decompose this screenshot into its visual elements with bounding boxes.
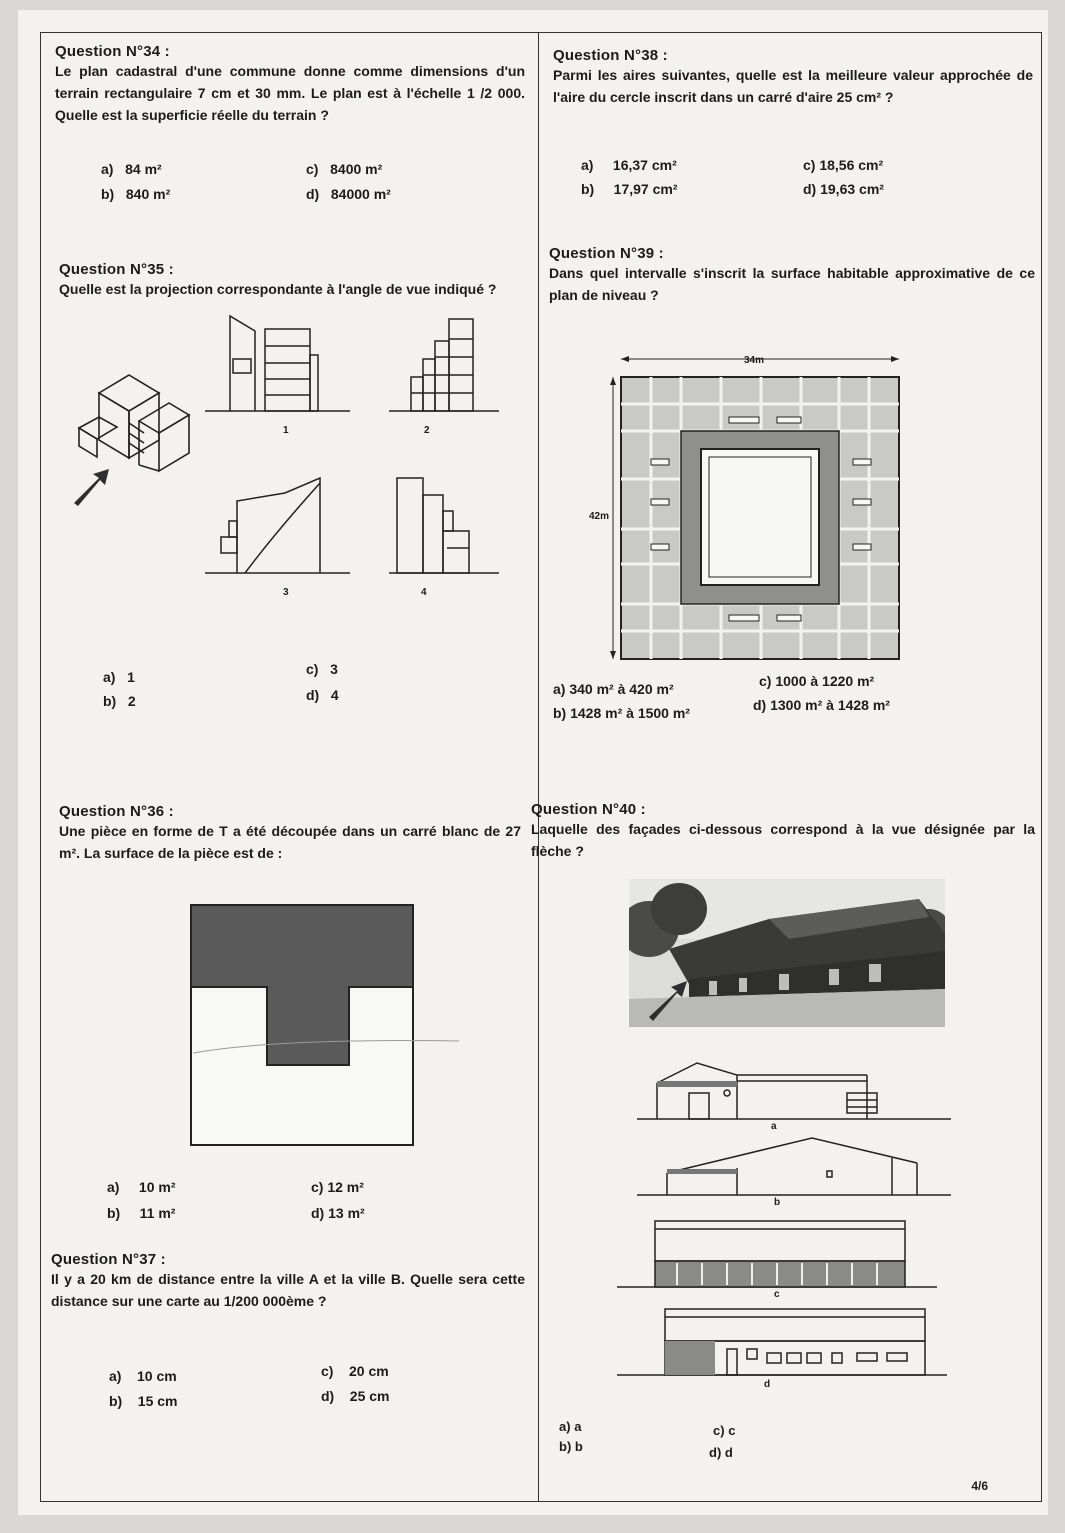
question-title: Question N°37 : (51, 1251, 166, 1268)
facade-a-label: a (771, 1121, 777, 1132)
question-text: Laquelle des façades ci-dessous correspond à la vue désignée par la flèche ? (531, 821, 1035, 859)
question-36 (59, 803, 521, 864)
option-b[interactable]: b) 17,97 cm² (581, 181, 678, 197)
page-frame (40, 32, 1042, 1502)
option-c[interactable]: c) 12 m² (311, 1179, 364, 1195)
facade-a (637, 1053, 951, 1123)
facade-b-label: b (774, 1197, 781, 1208)
option-d[interactable]: d) 4 (306, 687, 339, 703)
page-number: 4/6 (971, 1479, 988, 1493)
option-d[interactable]: d) 13 m² (311, 1205, 365, 1221)
option-b[interactable]: b) 11 m² (107, 1205, 176, 1221)
option-b[interactable]: b) 15 cm (109, 1393, 178, 1409)
question-text: Parmi les aires suivantes, quelle est la meilleure valeur approchée de l'aire du cercle inscrit dans un carré d'aire 25 cm² ? (553, 67, 1033, 105)
option-a[interactable]: a) 84 m² (101, 161, 162, 177)
option-a[interactable]: a) 10 m² (107, 1179, 176, 1195)
projection-1 (205, 311, 350, 421)
option-a[interactable]: a) 340 m² à 420 m² (553, 681, 674, 697)
projection-3 (205, 473, 350, 583)
option-d[interactable]: d) 19,63 cm² (803, 181, 884, 197)
option-c[interactable]: c) 1000 à 1220 m² (759, 673, 875, 689)
column-divider (538, 33, 539, 1501)
option-a[interactable]: a) 10 cm (109, 1368, 177, 1384)
question-34 (55, 43, 525, 126)
option-a[interactable]: a) 16,37 cm² (581, 157, 677, 173)
option-c[interactable]: c) 20 cm (321, 1363, 389, 1379)
facade-d (617, 1301, 947, 1381)
question-40 (531, 801, 1035, 862)
projection-3-label: 3 (283, 587, 289, 598)
question-title: Question N°38 : (553, 47, 668, 64)
view-arrow-icon (74, 469, 109, 506)
option-d[interactable]: d) 84000 m² (306, 186, 391, 202)
option-d[interactable]: d) d (709, 1445, 733, 1460)
question-title: Question N°36 : (59, 803, 174, 820)
t-shape-square-figure (189, 903, 469, 1153)
question-text: Dans quel intervalle s'inscrit la surface habitable approximative de ce plan de niveau ? (549, 265, 1035, 303)
building-photo (629, 879, 945, 1027)
facade-c-label: c (774, 1289, 780, 1300)
question-35 (59, 261, 521, 300)
question-37 (51, 1251, 525, 1312)
projection-1-label: 1 (283, 425, 289, 436)
option-c[interactable]: c) 18,56 cm² (803, 157, 884, 173)
option-a[interactable]: a) a (559, 1419, 582, 1434)
floor-plan-figure (581, 349, 911, 665)
option-a[interactable]: a) 1 (103, 669, 135, 685)
question-38 (553, 47, 1033, 108)
isometric-object-figure (69, 353, 194, 513)
exam-sheet (18, 10, 1048, 1515)
option-c[interactable]: c) 3 (306, 661, 338, 677)
option-b[interactable]: b) 840 m² (101, 186, 171, 202)
option-d[interactable]: d) 1300 m² à 1428 m² (753, 697, 890, 713)
projection-2 (389, 311, 499, 421)
projection-2-label: 2 (424, 425, 430, 436)
facade-d-label: d (764, 1379, 771, 1390)
option-b[interactable]: b) 2 (103, 693, 136, 709)
question-39 (549, 245, 1035, 306)
option-c[interactable]: c) 8400 m² (306, 161, 383, 177)
question-text: Quelle est la projection correspondante à l'angle de vue indiqué ? (59, 281, 497, 297)
width-dimension-label: 34m (744, 355, 765, 366)
question-title: Question N°34 : (55, 43, 170, 60)
question-title: Question N°40 : (531, 801, 646, 818)
height-dimension-label: 42m (589, 511, 610, 522)
option-b[interactable]: b) b (559, 1439, 583, 1454)
question-text: Le plan cadastral d'une commune donne comme dimensions d'un terrain rectangulaire 7 cm et 30 mm. Le plan est à l'échelle 1 /2 000. Quelle est la superficie réelle du terrain ? (55, 63, 525, 123)
projection-4-label: 4 (421, 587, 427, 598)
option-b[interactable]: b) 1428 m² à 1500 m² (553, 705, 690, 721)
question-text: Une pièce en forme de T a été découpée dans un carré blanc de 27 m². La surface de la pièce est de : (59, 823, 521, 861)
question-title: Question N°39 : (549, 245, 664, 262)
projection-4 (389, 473, 499, 583)
facade-b (637, 1133, 951, 1199)
facade-c (617, 1213, 937, 1289)
question-text: Il y a 20 km de distance entre la ville A et la ville B. Quelle sera cette distance sur une carte au 1/200 000ème ? (51, 1271, 525, 1309)
option-d[interactable]: d) 25 cm (321, 1388, 390, 1404)
question-title: Question N°35 : (59, 261, 174, 278)
option-c[interactable]: c) c (713, 1423, 736, 1438)
